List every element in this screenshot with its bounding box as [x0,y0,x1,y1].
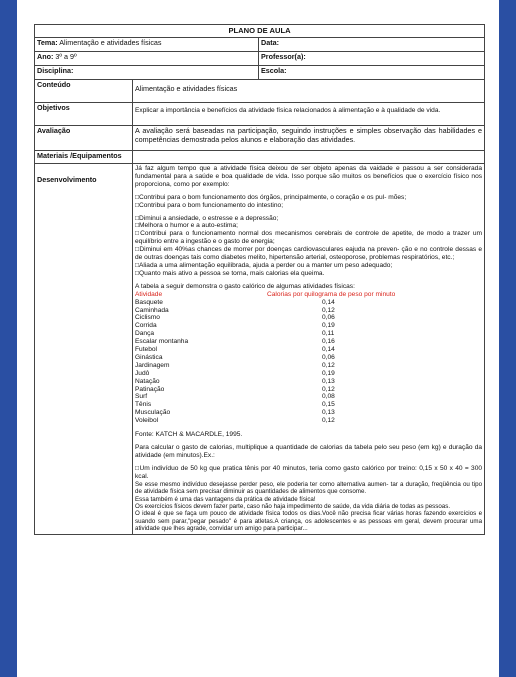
conteudo-value: Alimentação e atividades físicas [133,80,485,103]
activity-row [135,393,482,401]
activity-name: Ginástica [135,353,163,361]
closing-paragraph: Os exercícios físicos devem fazer parte, caso não haja impedimento de saúde, da vida diária de todas as pessoas. [135,502,451,510]
benefit-item: □Melhora o humor e a auto-estima; [135,222,238,230]
activity-calories: 0,14 [322,346,335,354]
activity-calories: 0,13 [322,409,335,417]
closing-paragraph: Se esse mesmo indivíduo desejasse perder peso, ele poderia ter como alternativa aumen- tar a duração, freqüência ou tipo de atividade física sem precisar diminuir as quantidades de alimentos que consome. [135,480,483,496]
benefit-item: □Contribui para o bom funcionamento dos órgãos, principalmente, o coração e os pul- mões; [135,193,407,201]
disciplina-label: Disciplina: [35,66,259,80]
activity-name: Basquete [135,298,163,306]
ano-value: 3º a 9º [55,52,77,61]
ano-label: Ano: [37,52,54,61]
activity-row [135,370,482,378]
activity-name: Judô [135,369,150,377]
activity-row [135,417,482,425]
tema-cell [35,38,259,52]
benefit-item: □Aliada a uma alimentação equilibrada, ajuda a perder ou a manter um peso adequado; [135,261,393,269]
activity-calories: 0,12 [322,306,335,314]
closing-paragraph: Essa também é uma das vantagens da prática de atividade física! [135,495,316,503]
activity-calories: 0,14 [322,298,335,306]
desenvolvimento-label: Desenvolvimento [35,164,133,535]
activity-name: Surf [135,393,148,401]
activity-row [135,299,482,307]
intro-paragraph: Já faz algum tempo que a atividade física deixou de ser objeto apenas da vaidade e passou a ser considerada fundamental para a saúde e boa qualidade de vida. Isso porque são muitos os benefícios que o exercício físico nos proporciona, como por exemplo: [135,165,483,188]
avaliacao-value: A avaliação será baseadas na participação, seguindo instruções e simples observação das habilidades e competências demostrada pelos alunos e elaboração das atividades. [133,126,485,151]
lesson-plan-table [34,24,485,535]
benefit-item: □Contribui para o funcionamento normal dos mecanismos cerebrais de controle de apetite, de modo a trazer um equilíbrio entre a ingestão e o gasto de energia; [135,230,483,246]
tema-label: Tema: [37,38,58,47]
activity-calories: 0,08 [322,393,335,401]
conteudo-label: Conteúdo [35,80,133,103]
ano-cell [35,52,259,66]
activity-calories: 0,19 [322,369,335,377]
activity-row [135,314,482,322]
benefit-item: □Quanto mais ativo a pessoa se torna, mais calorias ela queima. [135,269,325,277]
activity-calories: 0,12 [322,385,335,393]
activity-calories: 0,12 [322,417,335,425]
activity-name: Patinação [135,385,165,393]
benefit-item: □Diminui a ansiedade, o estresse e a depressão; [135,214,279,222]
activity-name: Futebol [135,346,157,354]
tema-value: Alimentação e atividades físicas [59,38,162,47]
activity-name: Escalar montanha [135,338,189,346]
source-citation: Fonte: KATCH & MACARDLE, 1995. [135,431,243,439]
benefit-item: □Contribui para o bom funcionamento do intestino; [135,201,284,209]
activity-calories: 0,19 [322,322,335,330]
activity-row [135,346,482,354]
activity-calories: 0,12 [322,361,335,369]
activity-calories: 0,06 [322,353,335,361]
activity-name: Musculação [135,409,171,417]
objetivos-label: Objetivos [35,103,133,126]
activity-column-header: Atividade [135,290,163,298]
activity-row [135,354,482,362]
calories-column-header: Calorias por quilograma de peso por minuto [267,290,396,298]
activity-name: Corrida [135,322,157,330]
materiais-label: Materiais /Equipamentos [35,151,133,164]
activity-row [135,338,482,346]
professor-label: Professor(a): [259,52,485,66]
activity-row [135,378,482,386]
activity-name: Voleibol [135,417,159,425]
activity-name: Natação [135,377,160,385]
escola-label: Escola: [259,66,485,80]
avaliacao-label: Avaliação [35,126,133,151]
calculation-paragraph: Para calcular o gasto de calorias, multiplique a quantidade de calorias da tabela pelo seu peso (em kg) e duração da atividade (em minutos).Ex.: [135,444,483,459]
activity-row [135,322,482,330]
activity-calories: 0,06 [322,314,335,322]
activity-calories: 0,15 [322,401,335,409]
data-label: Data: [259,38,485,52]
plan-title: PLANO DE AULA [35,25,485,38]
activity-name: Tênis [135,401,152,409]
objetivos-value: Explicar a importância e benefícios da atividade física relacionados à alimentação e à qualidade de vida. [133,103,485,126]
activity-name: Dança [135,330,155,338]
activity-row [135,362,482,370]
activity-row [135,386,482,394]
activity-name: Jardinagem [135,361,170,369]
activity-calories: 0,13 [322,377,335,385]
activity-calories: 0,16 [322,338,335,346]
table-intro: A tabela a seguir demonstra o gasto calórico de algumas atividades físicas: [135,282,355,290]
activity-row [135,330,482,338]
activity-calories: 0,11 [322,330,335,338]
activity-name: Ciclismo [135,314,160,322]
activity-row [135,401,482,409]
activity-list [135,299,482,426]
activity-row [135,307,482,315]
example-paragraph: □Um indivíduo de 50 kg que pratica tênis por 40 minutos, teria como gasto calórico por treino: 0,15 x 50 x 40 = 300 kcal. [135,464,483,480]
document-page [17,0,499,677]
materiais-value [133,151,485,164]
activity-name: Caminhada [135,306,169,314]
closing-paragraph: O ideal é que se faça um pouco de atividade física todos os dias.Você não precisa ficar várias horas fazendo exercícios e suando sem parar,"pegar pesado" é para atletas.A criança, os adolescentes e as pessoas em geral, devem procurar uma atividade que lhes agrade, convidar um amigo para participar... [135,510,483,533]
activity-row [135,409,482,417]
desenvolvimento-content [133,164,485,535]
benefit-item: □Diminui em 40%as chances de morrer por doenças cardiovasculares eajuda na preven- ção e no controle dessas e de outras doenças tais como diabetes melito, hipertensão arterial, osteoporose, problemas respiratórios, etc.; [135,246,483,262]
